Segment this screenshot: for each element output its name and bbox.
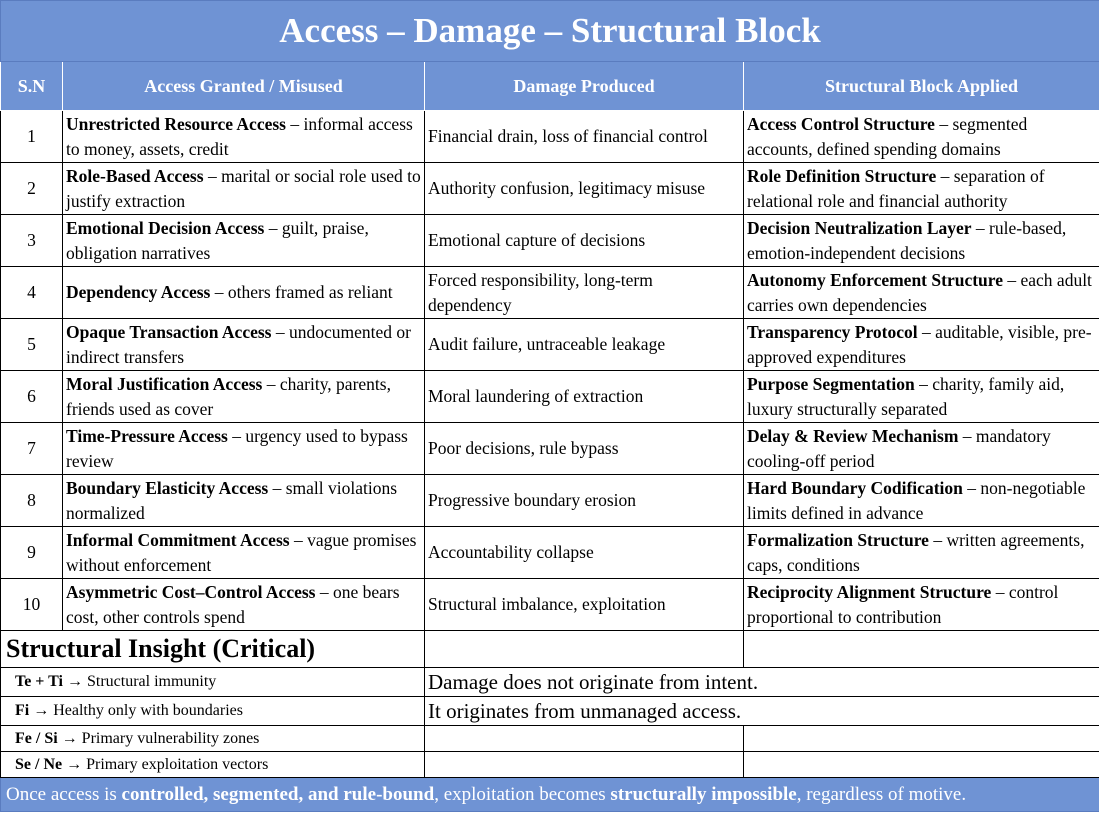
damage-cell: Audit failure, untraceable leakage [425,319,744,371]
insight-row [1,668,1099,697]
column-header-block: Structural Block Applied [744,62,1099,111]
access-cell: Dependency Access – others framed as reliant [63,267,425,319]
access-cell: Asymmetric Cost–Control Access – one bears cost, other controls spend [63,579,425,631]
insight-statement: It originates from unmanaged access. [425,697,1099,726]
insight-title: Structural Insight (Critical) [1,631,425,668]
table-row [1,111,1099,163]
damage-cell: Accountability collapse [425,527,744,579]
table-row [1,423,1099,475]
block-cell: Purpose Segmentation – charity, family aid, luxury structurally separated [744,371,1099,423]
page-title: Access – Damage – Structural Block [1,1,1099,62]
insight-key: Te + Ti → Structural immunity [1,668,425,697]
block-cell: Role Definition Structure – separation of relational role and financial authority [744,163,1099,215]
block-cell: Autonomy Enforcement Structure – each adult carries own dependencies [744,267,1099,319]
table-row [1,319,1099,371]
empty-cell [425,631,744,668]
row-number: 8 [1,475,63,527]
row-number: 1 [1,111,63,163]
insight-row [1,726,1099,752]
block-cell: Delay & Review Mechanism – mandatory cooling-off period [744,423,1099,475]
row-number: 7 [1,423,63,475]
insight-key: Fi → Healthy only with boundaries [1,697,425,726]
table-body [1,111,1099,631]
row-number: 4 [1,267,63,319]
column-header-access: Access Granted / Misused [63,62,425,111]
damage-cell: Authority confusion, legitimacy misuse [425,163,744,215]
row-number: 10 [1,579,63,631]
access-cell: Time-Pressure Access – urgency used to bypass review [63,423,425,475]
row-number: 5 [1,319,63,371]
block-cell: Access Control Structure – segmented accounts, defined spending domains [744,111,1099,163]
table-row [1,371,1099,423]
damage-cell: Poor decisions, rule bypass [425,423,744,475]
table-row [1,579,1099,631]
damage-cell: Progressive boundary erosion [425,475,744,527]
insight-key: Fe / Si → Primary vulnerability zones [1,726,425,752]
table-row [1,527,1099,579]
block-cell: Reciprocity Alignment Structure – control proportional to contribution [744,579,1099,631]
access-cell: Emotional Decision Access – guilt, praise, obligation narratives [63,215,425,267]
access-cell: Unrestricted Resource Access – informal access to money, assets, credit [63,111,425,163]
row-number: 3 [1,215,63,267]
damage-cell: Moral laundering of extraction [425,371,744,423]
empty-cell [425,752,744,778]
insight-row [1,752,1099,778]
row-number: 2 [1,163,63,215]
row-number: 9 [1,527,63,579]
access-cell: Boundary Elasticity Access – small violations normalized [63,475,425,527]
table-row [1,267,1099,319]
insight-key: Se / Ne → Primary exploitation vectors [1,752,425,778]
access-cell: Opaque Transaction Access – undocumented or indirect transfers [63,319,425,371]
block-cell: Formalization Structure – written agreements, caps, conditions [744,527,1099,579]
damage-cell: Forced responsibility, long-term dependency [425,267,744,319]
access-cell: Role-Based Access – marital or social role used to justify extraction [63,163,425,215]
insight-row [1,697,1099,726]
footer-row [1,778,1099,812]
block-cell: Transparency Protocol – auditable, visible, pre-approved expenditures [744,319,1099,371]
column-header-sn: S.N [1,62,63,111]
row-number: 6 [1,371,63,423]
empty-cell [744,752,1099,778]
table-row [1,215,1099,267]
empty-cell [744,631,1099,668]
table-row [1,163,1099,215]
table-row [1,475,1099,527]
access-cell: Informal Commitment Access – vague promises without enforcement [63,527,425,579]
damage-cell: Structural imbalance, exploitation [425,579,744,631]
damage-cell: Financial drain, loss of financial control [425,111,744,163]
footer-note: Once access is controlled, segmented, and rule-bound, exploitation becomes structurally impossible, regardless of motive. [1,778,1099,812]
header-row [1,62,1099,111]
column-header-damage: Damage Produced [425,62,744,111]
block-cell: Decision Neutralization Layer – rule-based, emotion-independent decisions [744,215,1099,267]
insight-header-row [1,631,1099,668]
empty-cell [744,726,1099,752]
empty-cell [425,726,744,752]
damage-cell: Emotional capture of decisions [425,215,744,267]
access-cell: Moral Justification Access – charity, parents, friends used as cover [63,371,425,423]
insight-statement: Damage does not originate from intent. [425,668,1099,697]
block-cell: Hard Boundary Codification – non-negotiable limits defined in advance [744,475,1099,527]
